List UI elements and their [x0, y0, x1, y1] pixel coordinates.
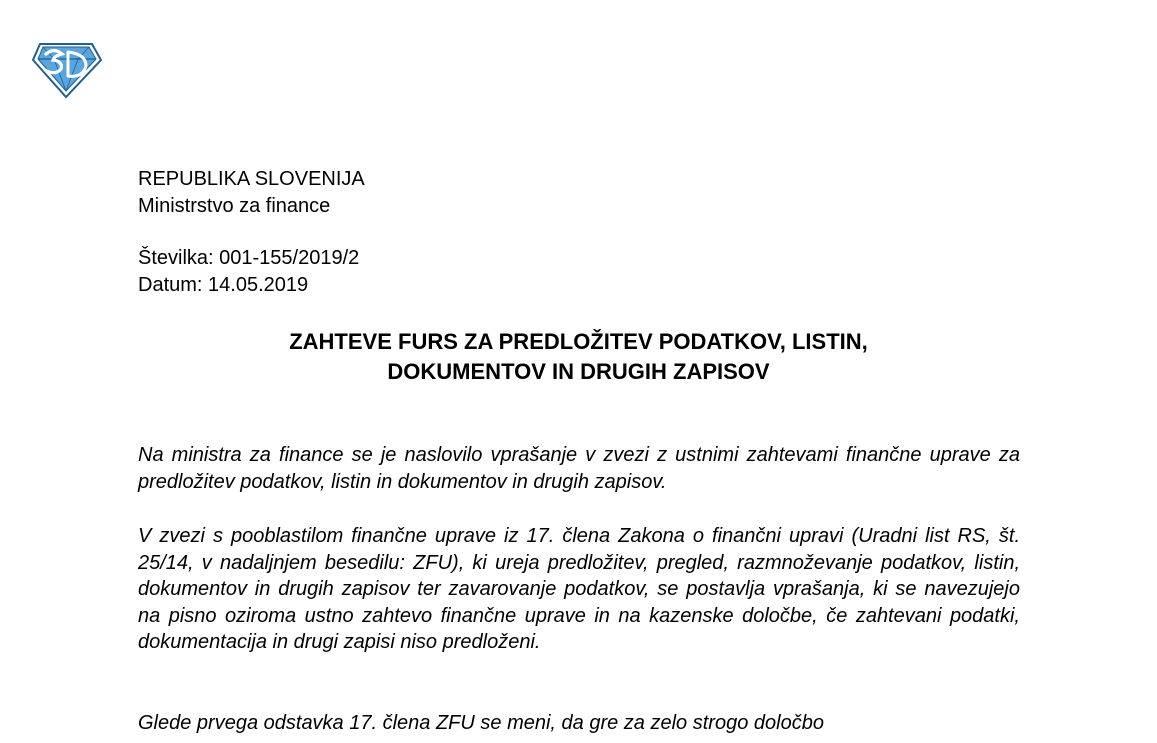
document-date: Datum: 14.05.2019: [138, 274, 309, 296]
body-paragraph-1: Na ministra za finance se je naslovilo vprašanje v zvezi z ustnimi zahtevami finančne uprave za predložitev podatkov, listin in dokumentov in drugih zapisov.: [138, 444, 1020, 493]
document-number: Številka: 001-155/2019/2: [138, 247, 360, 269]
diamond-sd-logo-icon: [30, 40, 104, 100]
sender-country: REPUBLIKA SLOVENIJA: [138, 168, 365, 190]
document-title-line-2: DOKUMENTOV IN DRUGIH ZAPISOV: [387, 359, 770, 384]
body-paragraph-2: V zvezi s pooblastilom finančne uprave iz 17. člena Zakona o finančni upravi (Uradni list RS, št. 25/14, v nadaljnjem besedilu: ZFU), ki ureja predložitev, pregled, razmnoževanje podatkov, listin, dokumentov in drugih zapisov ter zavarovanje podatkov, se postavlja vprašanja, ki se navezujejo na pisno oziroma ustno zahtevo finančne uprave in na kazenske določbe, če zahtevani podatki, dokumentacija in drugi zapisi niso predloženi.: [138, 525, 1020, 653]
document-title-line-1: ZAHTEVE FURS ZA PREDLOŽITEV PODATKOV, LISTIN,: [289, 329, 868, 354]
body-paragraph-3: Glede prvega odstavka 17. člena ZFU se meni, da gre za zelo strogo določbo: [138, 712, 824, 734]
sender-ministry: Ministrstvo za finance: [138, 195, 331, 217]
